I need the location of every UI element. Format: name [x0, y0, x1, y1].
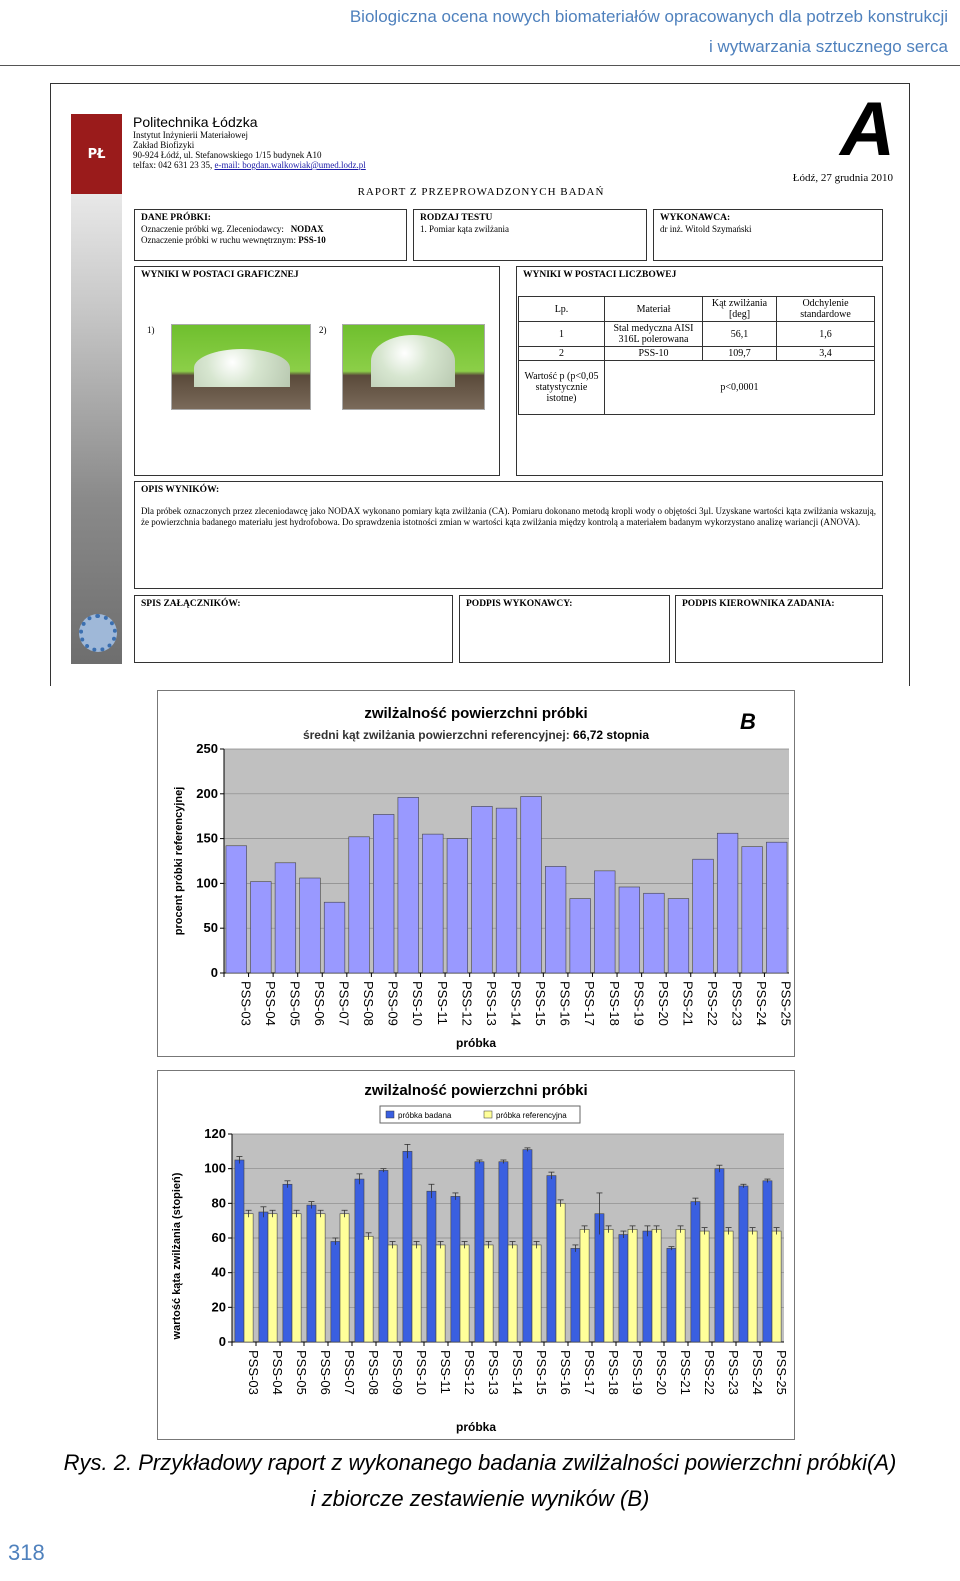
chart-angle-frame — [157, 1070, 795, 1440]
bar — [268, 1214, 277, 1342]
report-panel-a — [50, 83, 910, 686]
bar — [619, 1235, 628, 1342]
bar — [693, 859, 714, 973]
bar — [379, 1170, 388, 1342]
bar — [643, 1231, 652, 1342]
bar — [532, 1245, 541, 1342]
bar — [427, 1191, 436, 1342]
y-tick-label: 60 — [211, 1230, 226, 1245]
x-tick-label: PSS-06 — [318, 1350, 333, 1395]
x-tick-label: PSS-03 — [246, 1350, 261, 1395]
droplet-photo-1 — [171, 324, 311, 410]
y-axis-label: procent próbki referencyjnej — [173, 786, 185, 936]
x-tick-label: PSS-13 — [483, 981, 499, 1026]
bar — [545, 866, 566, 973]
bar — [436, 1245, 445, 1342]
results-table — [518, 296, 875, 415]
bar — [403, 1151, 412, 1342]
y-axis-label: wartość kąta zwilżania (stopień) — [171, 1172, 183, 1340]
y-tick-label: 200 — [196, 785, 218, 801]
bar — [422, 834, 443, 973]
y-tick-label: 20 — [211, 1299, 226, 1315]
bar — [644, 893, 665, 973]
bar — [556, 1203, 565, 1342]
numeric-results-box: WYNIKI W POSTACI LICZBOWEJ — [516, 266, 883, 476]
bar — [717, 833, 738, 973]
chart-legend — [380, 1106, 580, 1123]
bar — [668, 899, 689, 973]
bar — [307, 1205, 316, 1342]
x-tick-label: PSS-05 — [287, 981, 303, 1026]
x-tick-label: PSS-22 — [702, 1350, 717, 1395]
bar — [676, 1229, 685, 1342]
x-axis-label: próbka — [455, 1036, 497, 1050]
bar — [652, 1229, 661, 1342]
x-tick-label: PSS-06 — [311, 981, 327, 1026]
table-row: 2 PSS-10 109,7 3,4 — [519, 347, 875, 361]
x-tick-label: PSS-07 — [342, 1350, 357, 1395]
legend-label-1: próbka badana — [398, 1111, 452, 1120]
x-tick-label: PSS-19 — [631, 981, 647, 1026]
bar — [388, 1245, 397, 1342]
bar — [226, 846, 247, 973]
header-rule — [0, 65, 960, 66]
x-tick-label: PSS-14 — [510, 1350, 525, 1395]
y-tick-label: 100 — [204, 1160, 226, 1176]
chart-percent-frame — [157, 690, 795, 1057]
bar — [691, 1202, 700, 1342]
x-tick-label: PSS-19 — [630, 1350, 645, 1395]
bar — [316, 1214, 325, 1342]
x-tick-label: PSS-16 — [558, 1350, 573, 1395]
bar — [766, 842, 787, 973]
bar — [324, 902, 345, 973]
x-tick-label: PSS-17 — [582, 1350, 597, 1395]
description-box: OPIS WYNIKÓW: Dla próbek oznaczonych przez zleceniodawcę jako NODAX wykonano pomiary kąta zwilżania (CA). Pomiaru dokonano metodą kropli wody o objętości 3μl. Uzyskane wartości kąta zwilżania wskazują, że powierzchnia badanego materiału jest hydrofobowa. Do sprawdzenia istotności zmian w wartości kąta zwilżania między kontrolą a materiałem badanym wykorzystano analizę wariancji (ANOVA). — [134, 481, 883, 589]
x-tick-label: PSS-14 — [508, 981, 524, 1026]
x-tick-label: PSS-20 — [654, 1350, 669, 1395]
x-tick-label: PSS-21 — [680, 981, 696, 1026]
bar — [772, 1231, 781, 1342]
university-logo: PŁ — [71, 114, 122, 194]
x-tick-label: PSS-21 — [678, 1350, 693, 1395]
x-tick-label: PSS-08 — [361, 981, 377, 1026]
y-tick-label: 40 — [211, 1264, 226, 1280]
bar — [496, 808, 517, 973]
bar — [349, 837, 370, 973]
y-tick-label: 150 — [196, 830, 218, 846]
panel-letter-a: A — [840, 87, 895, 172]
chart-title: zwilżalność powierzchni próbki — [364, 1082, 588, 1099]
x-tick-label: PSS-13 — [486, 1350, 501, 1395]
caption-line-2: i zbiorcze zestawienie wyników (B) — [310, 1486, 650, 1511]
header-line-2: i wytwarzania sztucznego serca — [708, 37, 948, 56]
bar — [594, 871, 615, 973]
x-tick-label: PSS-10 — [414, 1350, 429, 1395]
x-tick-label: PSS-09 — [390, 1350, 405, 1395]
x-tick-label: PSS-24 — [750, 1350, 765, 1395]
bar — [364, 1236, 373, 1342]
x-axis-label: próbka — [455, 1420, 497, 1434]
bar — [259, 1212, 268, 1342]
bar — [475, 1162, 484, 1342]
legend-swatch-2 — [484, 1111, 492, 1118]
bar — [355, 1179, 364, 1342]
legend-swatch-1 — [386, 1111, 394, 1118]
caption-line-1: Rys. 2. Przykładowy raport z wykonanego badania zwilżalności powierzchni próbki(A) — [63, 1450, 897, 1475]
chart-percent — [158, 691, 794, 1056]
graphic-results-box: WYNIKI W POSTACI GRAFICZNEJ 1) 2) — [134, 266, 500, 476]
bar — [763, 1181, 772, 1342]
droplet-photo-2 — [342, 324, 485, 410]
chart-title: zwilżalność powierzchni próbki — [364, 705, 588, 722]
executor-box: WYKONAWCA: dr inż. Witold Szymański — [653, 209, 883, 261]
y-tick-label: 50 — [203, 920, 218, 936]
bar — [275, 863, 296, 973]
x-tick-label: PSS-16 — [557, 981, 573, 1026]
x-tick-label: PSS-10 — [410, 981, 426, 1026]
report-date: Łódź, 27 grudnia 2010 — [792, 172, 893, 184]
bar — [521, 796, 542, 973]
attachments-box: SPIS ZAŁĄCZNIKÓW: — [134, 595, 453, 663]
email-link[interactable]: e-mail: bogdan.walkowiak@umed.lodz.pl — [214, 160, 366, 170]
x-tick-label: PSS-04 — [262, 981, 278, 1026]
y-tick-label: 0 — [210, 965, 218, 980]
page-number: 318 — [8, 1540, 45, 1565]
institution-block — [133, 114, 366, 170]
x-tick-label: PSS-15 — [533, 981, 549, 1026]
bar — [570, 899, 591, 973]
table-row: 1 Stal medyczna AISI 316L polerowana 56,1 1,6 — [519, 322, 875, 347]
bar — [472, 806, 493, 973]
y-tick-label: 100 — [196, 875, 218, 891]
bar — [331, 1241, 340, 1342]
x-tick-label: PSS-23 — [726, 1350, 741, 1395]
x-tick-label: PSS-08 — [366, 1350, 381, 1395]
test-type-box: RODZAJ TESTU 1. Pomiar kąta zwilżania — [413, 209, 647, 261]
bar — [571, 1248, 580, 1342]
x-tick-label: PSS-18 — [606, 981, 622, 1026]
sample-data-box: DANE PRÓBKI: Oznaczenie próbki wg. Zleceniodawcy: NODAX Oznaczenie próbki w ruchu wewnętrznym: PSS-10 — [134, 209, 407, 261]
gear-logo-icon — [79, 614, 117, 652]
bar — [251, 882, 272, 973]
institution-line: 90-924 Łódź, ul. Stefanowskiego 1/15 budynek A10 — [133, 150, 322, 160]
leader-signature-box: PODPIS KIEROWNIKA ZADANIA: — [675, 595, 883, 663]
bar — [619, 887, 640, 973]
bar — [235, 1160, 244, 1342]
table-row: Wartość p (p<0,05 statystycznie istotne) p<0,0001 — [519, 361, 875, 415]
x-tick-label: PSS-11 — [434, 981, 450, 1025]
bar — [508, 1245, 517, 1342]
bar — [447, 839, 468, 973]
institution-line: Zakład Biofizyki — [133, 140, 195, 150]
x-tick-label: PSS-04 — [270, 1350, 285, 1395]
bar — [700, 1231, 709, 1342]
bar — [292, 1214, 301, 1342]
table-header-row: Lp. Materiał Kąt zwilżania [deg] Odchylenie standardowe — [519, 297, 875, 322]
x-tick-label: PSS-23 — [729, 981, 745, 1026]
x-tick-label: PSS-22 — [705, 981, 721, 1026]
x-tick-label: PSS-07 — [336, 981, 352, 1026]
y-tick-label: 80 — [211, 1195, 226, 1211]
y-tick-label: 250 — [196, 741, 218, 756]
bar — [484, 1245, 493, 1342]
bar — [667, 1248, 676, 1342]
bar — [300, 878, 321, 973]
running-header — [350, 2, 948, 62]
x-tick-label: PSS-12 — [459, 981, 475, 1026]
institution-line: Instytut Inżynierii Materiałowej — [133, 130, 248, 140]
bar — [373, 814, 394, 973]
bar — [580, 1229, 589, 1342]
bar — [523, 1150, 532, 1342]
bar — [715, 1169, 724, 1342]
x-tick-label: PSS-12 — [462, 1350, 477, 1395]
institution-name: Politechnika Łódzka — [133, 114, 258, 130]
chart-angle — [158, 1071, 794, 1439]
x-tick-label: PSS-15 — [534, 1350, 549, 1395]
executor-signature-box: PODPIS WYKONAWCY: — [459, 595, 670, 663]
x-tick-label: PSS-25 — [774, 1350, 789, 1395]
bar — [283, 1184, 292, 1342]
bar — [412, 1245, 421, 1342]
bar — [340, 1214, 349, 1342]
bar — [724, 1231, 733, 1342]
bar — [742, 847, 763, 973]
bar — [451, 1196, 460, 1342]
report-title: RAPORT Z PRZEPROWADZONYCH BADAŃ — [357, 186, 605, 198]
y-tick-label: 0 — [218, 1334, 226, 1349]
bar — [748, 1231, 757, 1342]
x-tick-label: PSS-24 — [754, 981, 770, 1026]
institution-contact: telfax: 042 631 23 35, e-mail: bogdan.walkowiak@umed.lodz.pl — [133, 160, 366, 170]
header-line-1: Biologiczna ocena nowych biomateriałów opracowanych dla potrzeb konstrukcji — [349, 7, 948, 26]
bar — [604, 1229, 613, 1342]
bar — [739, 1186, 748, 1342]
y-tick-label: 120 — [204, 1126, 226, 1141]
figure-caption — [0, 1445, 960, 1517]
chart-subtitle: średni kąt zwilżania powierzchni referencyjnej: 66,72 stopnia — [302, 728, 650, 742]
legend-label-2: próbka referencyjna — [496, 1111, 567, 1120]
x-tick-label: PSS-18 — [606, 1350, 621, 1395]
x-tick-label: PSS-03 — [238, 981, 254, 1026]
x-tick-label: PSS-11 — [438, 1350, 453, 1394]
panel-letter-b: B — [740, 709, 756, 734]
bar — [628, 1229, 637, 1342]
x-tick-label: PSS-09 — [385, 981, 401, 1026]
x-tick-label: PSS-17 — [582, 981, 598, 1026]
bar — [398, 797, 419, 973]
x-tick-label: PSS-20 — [655, 981, 671, 1026]
bar — [547, 1176, 556, 1342]
bar — [244, 1214, 253, 1342]
bar — [499, 1162, 508, 1342]
x-tick-label: PSS-05 — [294, 1350, 309, 1395]
bar — [460, 1245, 469, 1342]
x-tick-label: PSS-25 — [778, 981, 794, 1026]
